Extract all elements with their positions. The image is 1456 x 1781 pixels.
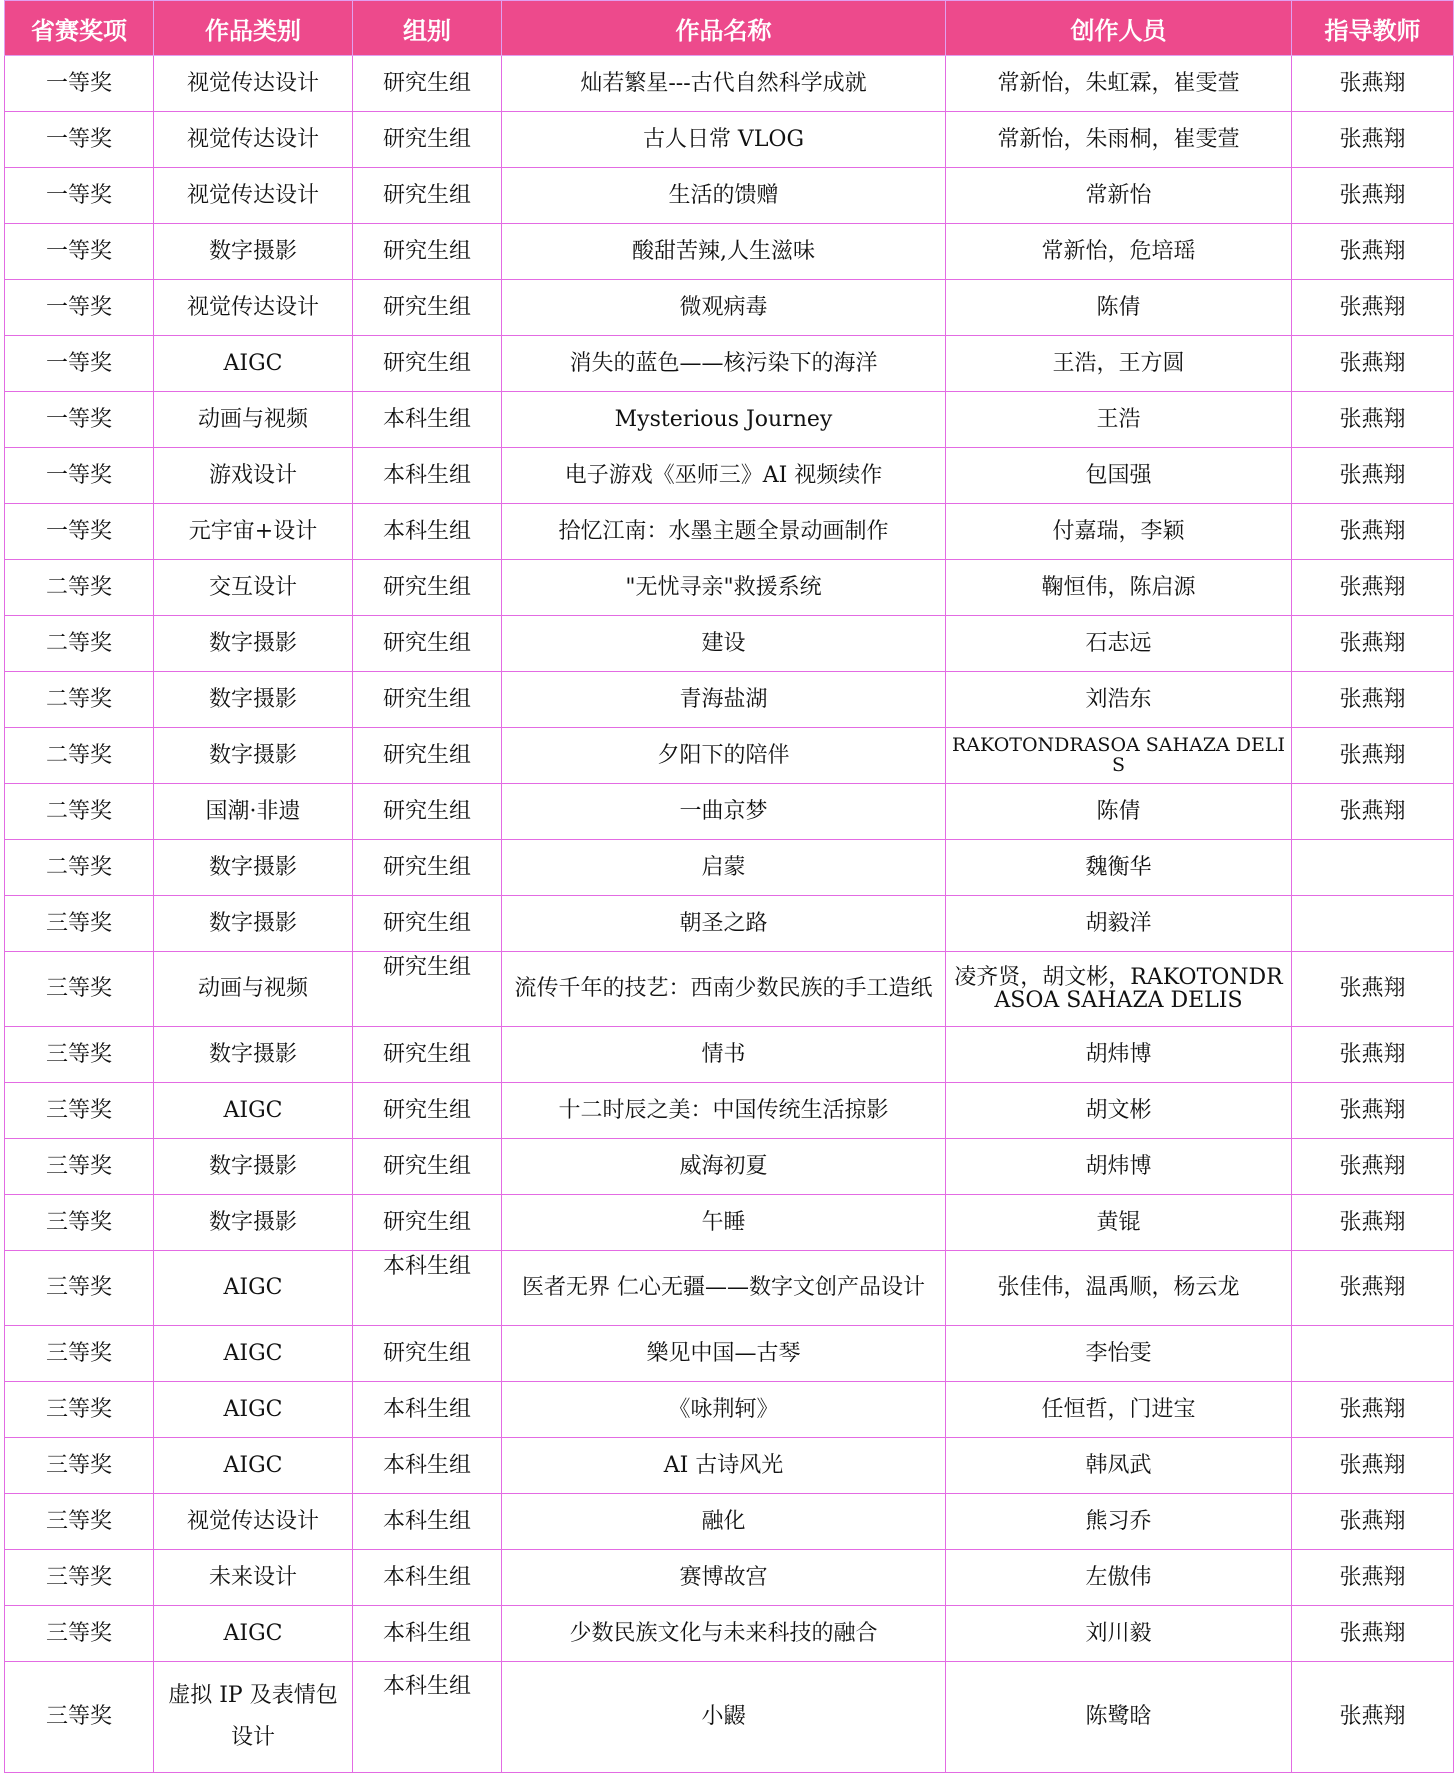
award-cell: 一等奖 — [5, 112, 154, 168]
advisor-cell: 张燕翔 — [1292, 1083, 1454, 1139]
header-advisor: 指导教师 — [1292, 1, 1454, 56]
group-cell: 本科生组 — [353, 1550, 502, 1606]
category-cell: 视觉传达设计 — [154, 280, 353, 336]
table-body — [5, 56, 1454, 1773]
creators-cell: 陈鹭晗 — [946, 1662, 1292, 1773]
advisor-cell: 张燕翔 — [1292, 1027, 1454, 1083]
work-title-cell: 酸甜苦辣,人生滋味 — [502, 224, 946, 280]
table-row — [5, 784, 1454, 840]
award-cell: 三等奖 — [5, 952, 154, 1027]
category-cell: AIGC — [154, 1382, 353, 1438]
group-cell: 研究生组 — [353, 952, 502, 1027]
category-cell: 动画与视频 — [154, 952, 353, 1027]
category-cell: AIGC — [154, 1083, 353, 1139]
category-cell: 视觉传达设计 — [154, 112, 353, 168]
creators-cell: 张佳伟，温禹顺，杨云龙 — [946, 1251, 1292, 1326]
table-row — [5, 952, 1454, 1027]
advisor-cell: 张燕翔 — [1292, 728, 1454, 784]
work-title-cell: 建设 — [502, 616, 946, 672]
category-cell: 游戏设计 — [154, 448, 353, 504]
category-cell: 交互设计 — [154, 560, 353, 616]
award-table — [4, 0, 1454, 1773]
creators-cell: 常新怡 — [946, 168, 1292, 224]
award-cell: 三等奖 — [5, 1195, 154, 1251]
creators-cell: 陈倩 — [946, 280, 1292, 336]
table-row — [5, 1662, 1454, 1773]
work-title-cell: 朝圣之路 — [502, 896, 946, 952]
header-category: 作品类别 — [154, 1, 353, 56]
award-cell: 三等奖 — [5, 896, 154, 952]
award-cell: 一等奖 — [5, 336, 154, 392]
category-cell: AIGC — [154, 1438, 353, 1494]
group-cell: 研究生组 — [353, 56, 502, 112]
work-title-cell: 威海初夏 — [502, 1139, 946, 1195]
table-row — [5, 1550, 1454, 1606]
table-row — [5, 1382, 1454, 1438]
group-cell: 研究生组 — [353, 1083, 502, 1139]
category-cell: 视觉传达设计 — [154, 168, 353, 224]
group-cell: 研究生组 — [353, 896, 502, 952]
creators-cell: 凌齐贤，胡文彬，RAKOTONDRASOA SAHAZA DELIS — [946, 952, 1292, 1027]
category-cell: 数字摄影 — [154, 1195, 353, 1251]
advisor-cell: 张燕翔 — [1292, 1251, 1454, 1326]
creators-cell: 韩凤武 — [946, 1438, 1292, 1494]
creators-cell: 常新怡，朱虹霖，崔雯萱 — [946, 56, 1292, 112]
creators-cell: 常新怡，危培瑶 — [946, 224, 1292, 280]
creators-cell: 胡炜博 — [946, 1139, 1292, 1195]
category-cell: 视觉传达设计 — [154, 56, 353, 112]
group-cell: 本科生组 — [353, 1382, 502, 1438]
creators-cell: 刘川毅 — [946, 1606, 1292, 1662]
creators-cell: 任恒哲，门进宝 — [946, 1382, 1292, 1438]
award-cell: 三等奖 — [5, 1494, 154, 1550]
category-cell: AIGC — [154, 336, 353, 392]
creators-cell: 胡炜博 — [946, 1027, 1292, 1083]
table-row — [5, 672, 1454, 728]
work-title-cell: 午睡 — [502, 1195, 946, 1251]
group-cell: 研究生组 — [353, 840, 502, 896]
award-cell: 一等奖 — [5, 224, 154, 280]
creators-cell: 魏衡华 — [946, 840, 1292, 896]
award-cell: 一等奖 — [5, 504, 154, 560]
work-title-cell: 樂见中国—古琴 — [502, 1326, 946, 1382]
table-row — [5, 1438, 1454, 1494]
category-cell: 元宇宙+设计 — [154, 504, 353, 560]
creators-cell: 鞠恒伟，陈启源 — [946, 560, 1292, 616]
table-row — [5, 616, 1454, 672]
advisor-cell: 张燕翔 — [1292, 1438, 1454, 1494]
group-cell: 研究生组 — [353, 1195, 502, 1251]
advisor-cell: 张燕翔 — [1292, 112, 1454, 168]
table-row — [5, 392, 1454, 448]
advisor-cell — [1292, 840, 1454, 896]
advisor-cell: 张燕翔 — [1292, 616, 1454, 672]
category-cell: 动画与视频 — [154, 392, 353, 448]
category-cell: AIGC — [154, 1251, 353, 1326]
table-row — [5, 560, 1454, 616]
creators-cell: 陈倩 — [946, 784, 1292, 840]
work-title-cell: 少数民族文化与未来科技的融合 — [502, 1606, 946, 1662]
creators-cell: 左傲伟 — [946, 1550, 1292, 1606]
work-title-cell: 十二时辰之美：中国传统生活掠影 — [502, 1083, 946, 1139]
advisor-cell: 张燕翔 — [1292, 1382, 1454, 1438]
creators-cell: 王浩 — [946, 392, 1292, 448]
work-title-cell: 赛博故宫 — [502, 1550, 946, 1606]
work-title-cell: 一曲京梦 — [502, 784, 946, 840]
group-cell: 研究生组 — [353, 560, 502, 616]
advisor-cell: 张燕翔 — [1292, 1139, 1454, 1195]
creators-cell: 付嘉瑞，李颖 — [946, 504, 1292, 560]
group-cell: 本科生组 — [353, 504, 502, 560]
award-cell: 三等奖 — [5, 1251, 154, 1326]
table-row — [5, 1195, 1454, 1251]
advisor-cell: 张燕翔 — [1292, 224, 1454, 280]
award-cell: 一等奖 — [5, 392, 154, 448]
work-title-cell: 消失的蓝色——核污染下的海洋 — [502, 336, 946, 392]
group-cell: 本科生组 — [353, 1251, 502, 1326]
work-title-cell: 小鼹 — [502, 1662, 946, 1773]
creators-cell: 黄锟 — [946, 1195, 1292, 1251]
table-row — [5, 1139, 1454, 1195]
creators-cell: 石志远 — [946, 616, 1292, 672]
group-cell: 研究生组 — [353, 784, 502, 840]
advisor-cell: 张燕翔 — [1292, 56, 1454, 112]
award-cell: 三等奖 — [5, 1550, 154, 1606]
group-cell: 本科生组 — [353, 1662, 502, 1773]
work-title-cell: 生活的馈赠 — [502, 168, 946, 224]
table-row — [5, 168, 1454, 224]
creators-cell: 包国强 — [946, 448, 1292, 504]
category-cell: 未来设计 — [154, 1550, 353, 1606]
award-cell: 三等奖 — [5, 1083, 154, 1139]
work-title-cell: "无忧寻亲"救援系统 — [502, 560, 946, 616]
table-row — [5, 1494, 1454, 1550]
award-cell: 二等奖 — [5, 560, 154, 616]
advisor-cell: 张燕翔 — [1292, 560, 1454, 616]
category-cell: AIGC — [154, 1606, 353, 1662]
award-cell: 一等奖 — [5, 448, 154, 504]
table-row — [5, 1083, 1454, 1139]
table-row — [5, 224, 1454, 280]
advisor-cell: 张燕翔 — [1292, 1606, 1454, 1662]
header-row — [5, 1, 1454, 56]
category-cell: 数字摄影 — [154, 224, 353, 280]
group-cell: 本科生组 — [353, 392, 502, 448]
group-cell: 研究生组 — [353, 616, 502, 672]
advisor-cell: 张燕翔 — [1292, 448, 1454, 504]
work-title-cell: 微观病毒 — [502, 280, 946, 336]
group-cell: 本科生组 — [353, 1606, 502, 1662]
advisor-cell — [1292, 896, 1454, 952]
table-row — [5, 56, 1454, 112]
category-cell: 数字摄影 — [154, 1139, 353, 1195]
table-row — [5, 896, 1454, 952]
advisor-cell: 张燕翔 — [1292, 168, 1454, 224]
table-row — [5, 1027, 1454, 1083]
category-cell: 视觉传达设计 — [154, 1494, 353, 1550]
award-cell: 二等奖 — [5, 616, 154, 672]
work-title-cell: 情书 — [502, 1027, 946, 1083]
work-title-cell: 古人日常 VLOG — [502, 112, 946, 168]
advisor-cell: 张燕翔 — [1292, 672, 1454, 728]
work-title-cell: AI 古诗风光 — [502, 1438, 946, 1494]
table-row — [5, 1606, 1454, 1662]
award-cell: 三等奖 — [5, 1139, 154, 1195]
work-title-cell: 夕阳下的陪伴 — [502, 728, 946, 784]
table-row — [5, 840, 1454, 896]
award-cell: 一等奖 — [5, 280, 154, 336]
award-cell: 三等奖 — [5, 1382, 154, 1438]
group-cell: 研究生组 — [353, 336, 502, 392]
category-cell: 国潮·非遗 — [154, 784, 353, 840]
work-title-cell: 电子游戏《巫师三》AI 视频续作 — [502, 448, 946, 504]
advisor-cell: 张燕翔 — [1292, 392, 1454, 448]
work-title-cell: 流传千年的技艺：西南少数民族的手工造纸 — [502, 952, 946, 1027]
advisor-cell: 张燕翔 — [1292, 1662, 1454, 1773]
group-cell: 研究生组 — [353, 1326, 502, 1382]
table-row — [5, 1251, 1454, 1326]
creators-cell: 熊习乔 — [946, 1494, 1292, 1550]
work-title-cell: 青海盐湖 — [502, 672, 946, 728]
award-cell: 三等奖 — [5, 1027, 154, 1083]
award-cell: 二等奖 — [5, 728, 154, 784]
work-title-cell: 启蒙 — [502, 840, 946, 896]
work-title-cell: 灿若繁星---古代自然科学成就 — [502, 56, 946, 112]
table-row — [5, 1326, 1454, 1382]
advisor-cell: 张燕翔 — [1292, 504, 1454, 560]
award-cell: 一等奖 — [5, 168, 154, 224]
advisor-cell: 张燕翔 — [1292, 1550, 1454, 1606]
creators-cell: 常新怡，朱雨桐，崔雯萱 — [946, 112, 1292, 168]
award-cell: 一等奖 — [5, 56, 154, 112]
advisor-cell: 张燕翔 — [1292, 1195, 1454, 1251]
advisor-cell: 张燕翔 — [1292, 336, 1454, 392]
award-cell: 二等奖 — [5, 784, 154, 840]
table-row — [5, 728, 1454, 784]
advisor-cell: 张燕翔 — [1292, 784, 1454, 840]
work-title-cell: Mysterious Journey — [502, 392, 946, 448]
header-work-title: 作品名称 — [502, 1, 946, 56]
award-cell: 三等奖 — [5, 1662, 154, 1773]
creators-cell: 刘浩东 — [946, 672, 1292, 728]
group-cell: 研究生组 — [353, 1027, 502, 1083]
category-cell: 数字摄影 — [154, 896, 353, 952]
category-cell: 数字摄影 — [154, 672, 353, 728]
group-cell: 研究生组 — [353, 168, 502, 224]
work-title-cell: 医者无界 仁心无疆——数字文创产品设计 — [502, 1251, 946, 1326]
advisor-cell: 张燕翔 — [1292, 952, 1454, 1027]
category-cell: AIGC — [154, 1326, 353, 1382]
group-cell: 研究生组 — [353, 728, 502, 784]
category-cell: 虚拟 IP 及表情包设计 — [154, 1662, 353, 1773]
work-title-cell: 拾忆江南：水墨主题全景动画制作 — [502, 504, 946, 560]
table-row — [5, 280, 1454, 336]
header-creators: 创作人员 — [946, 1, 1292, 56]
group-cell: 本科生组 — [353, 448, 502, 504]
header-award: 省赛奖项 — [5, 1, 154, 56]
award-cell: 三等奖 — [5, 1606, 154, 1662]
advisor-cell: 张燕翔 — [1292, 280, 1454, 336]
group-cell: 研究生组 — [353, 224, 502, 280]
header-group: 组别 — [353, 1, 502, 56]
work-title-cell: 《咏荆轲》 — [502, 1382, 946, 1438]
category-cell: 数字摄影 — [154, 616, 353, 672]
creators-cell: 胡文彬 — [946, 1083, 1292, 1139]
creators-cell: 王浩，王方圆 — [946, 336, 1292, 392]
category-cell: 数字摄影 — [154, 1027, 353, 1083]
work-title-cell: 融化 — [502, 1494, 946, 1550]
award-cell: 三等奖 — [5, 1326, 154, 1382]
group-cell: 研究生组 — [353, 280, 502, 336]
award-cell: 三等奖 — [5, 1438, 154, 1494]
advisor-cell — [1292, 1326, 1454, 1382]
group-cell: 研究生组 — [353, 112, 502, 168]
group-cell: 研究生组 — [353, 1139, 502, 1195]
category-cell: 数字摄影 — [154, 728, 353, 784]
creators-cell: 胡毅洋 — [946, 896, 1292, 952]
award-cell: 二等奖 — [5, 840, 154, 896]
creators-cell: 李怡雯 — [946, 1326, 1292, 1382]
table-row — [5, 336, 1454, 392]
table-row — [5, 504, 1454, 560]
creators-cell: RAKOTONDRASOA SAHAZA DELIS — [946, 728, 1292, 784]
award-cell: 二等奖 — [5, 672, 154, 728]
group-cell: 本科生组 — [353, 1438, 502, 1494]
table-row — [5, 112, 1454, 168]
advisor-cell: 张燕翔 — [1292, 1494, 1454, 1550]
group-cell: 本科生组 — [353, 1494, 502, 1550]
table-row — [5, 448, 1454, 504]
category-cell: 数字摄影 — [154, 840, 353, 896]
group-cell: 研究生组 — [353, 672, 502, 728]
